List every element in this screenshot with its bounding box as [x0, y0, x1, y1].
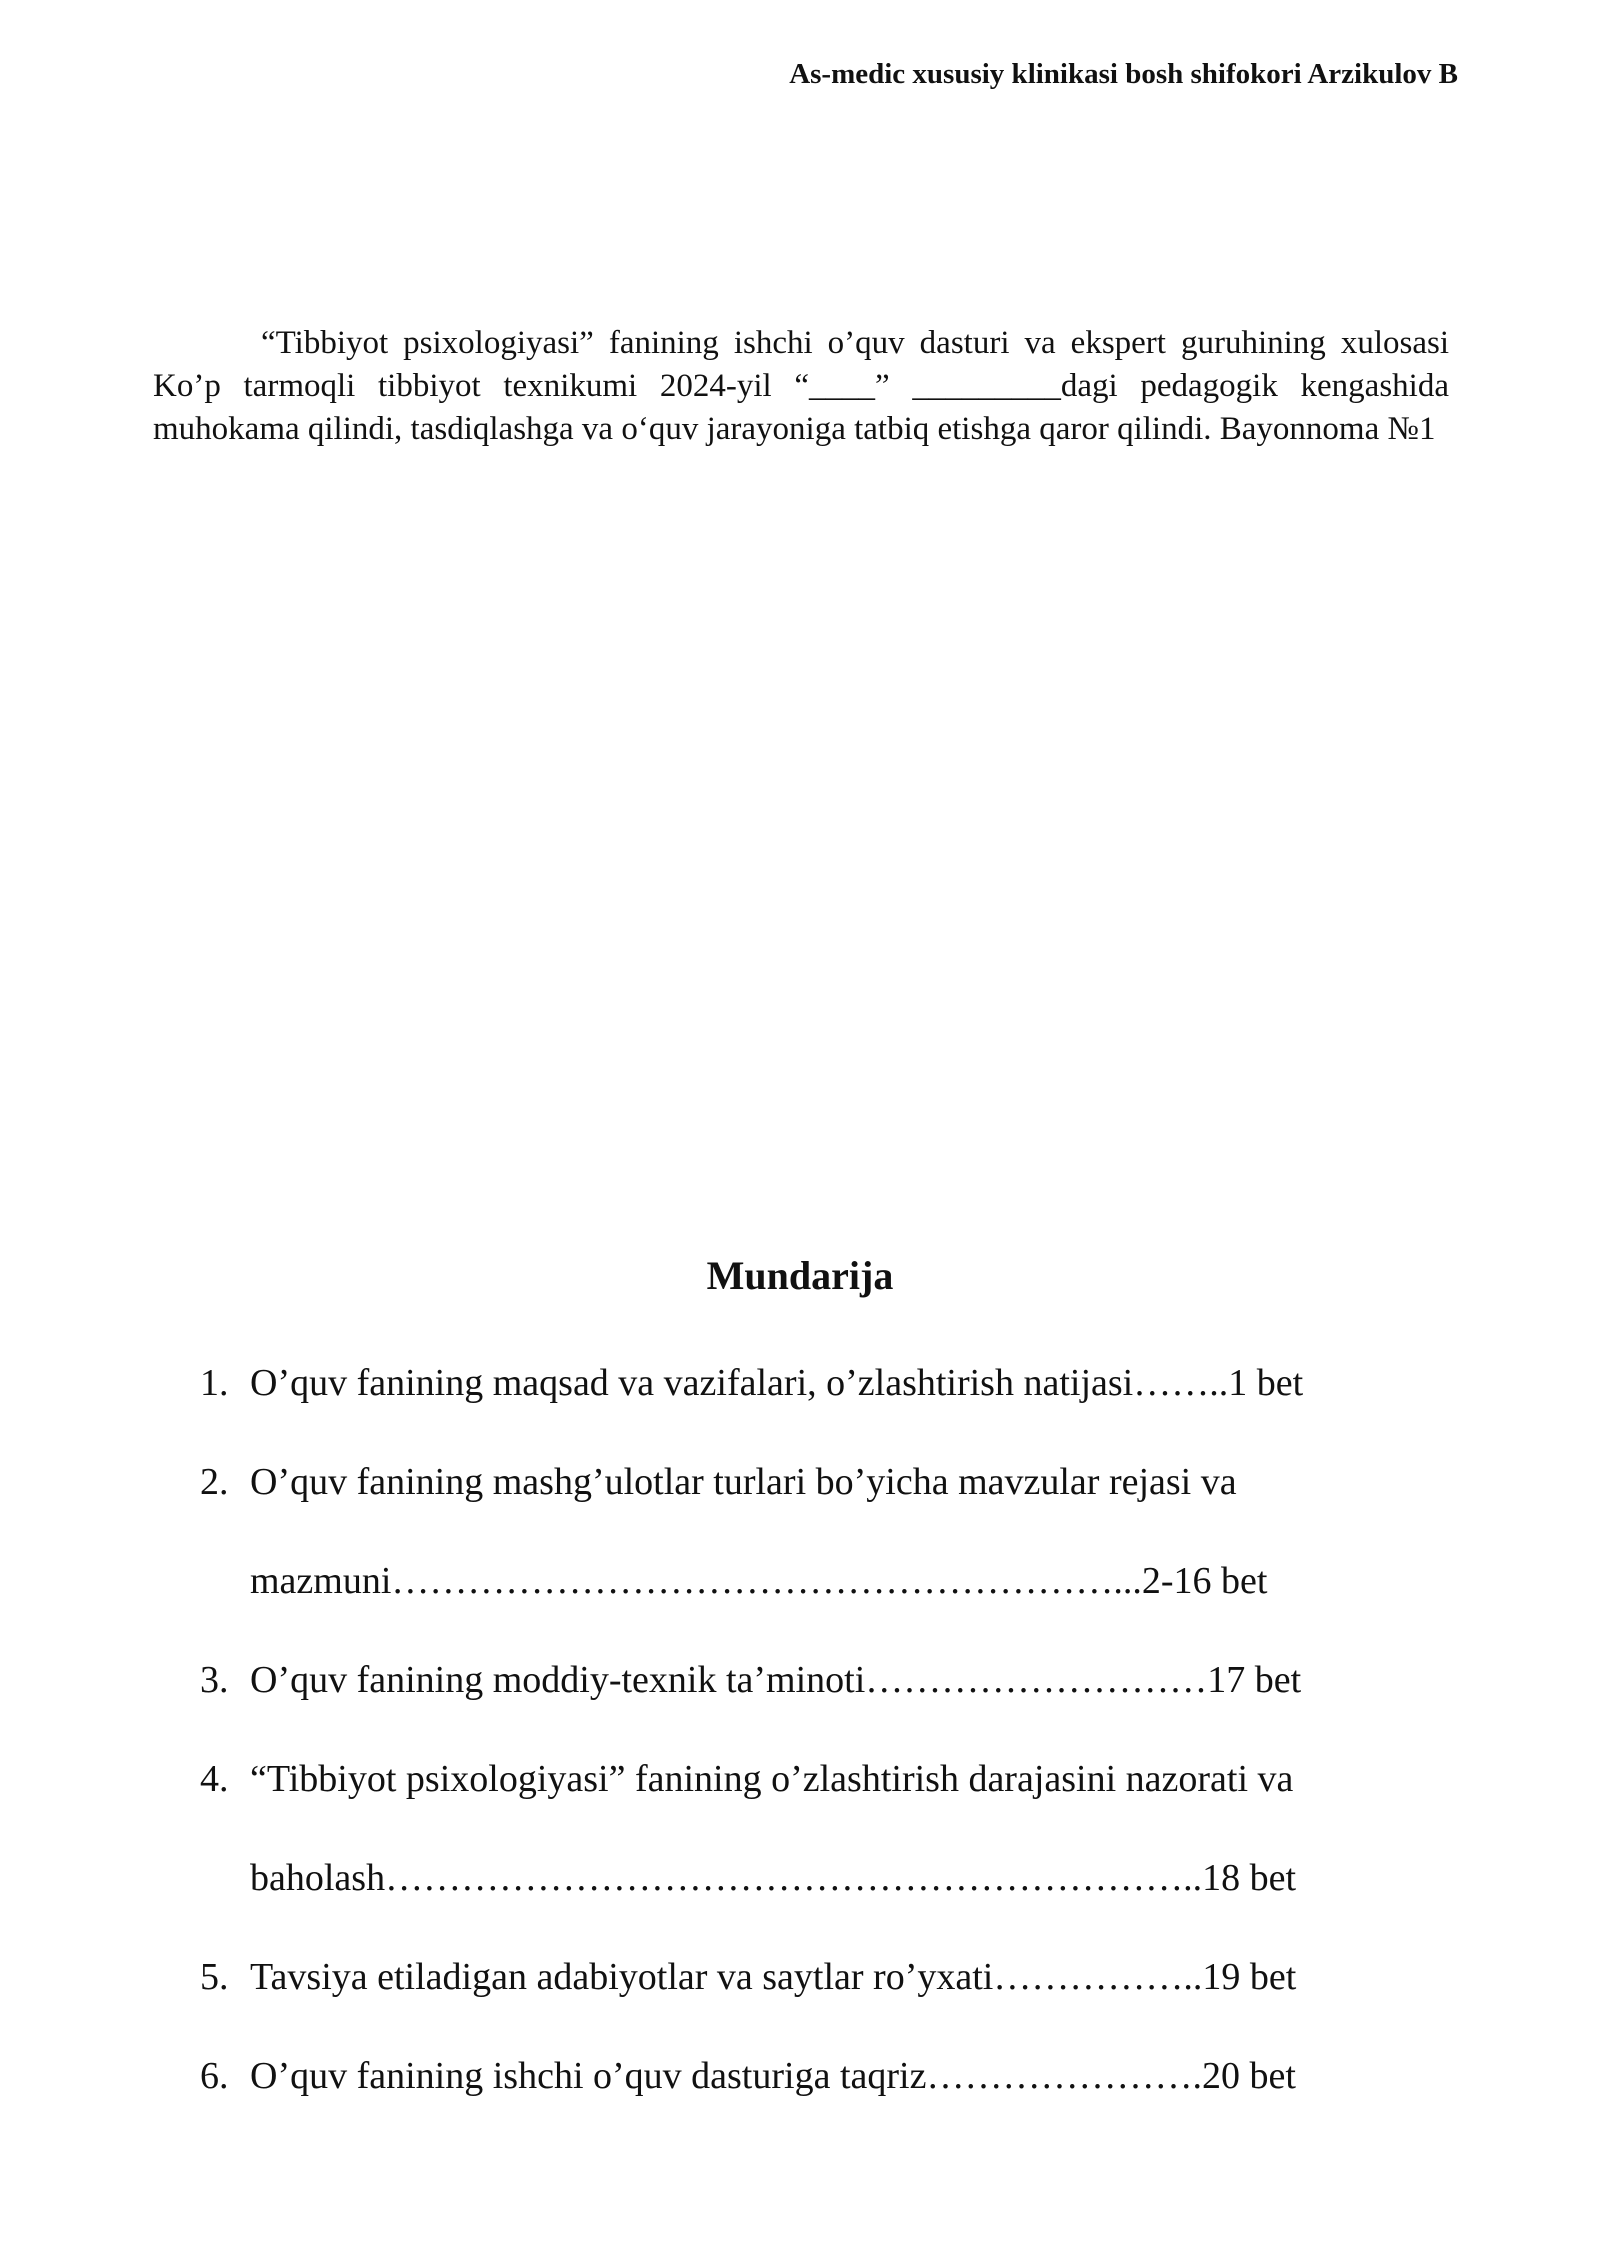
toc-item-number: 5.	[200, 1956, 229, 1998]
toc-item-text: O’quv fanining mashg’ulotlar turlari bo’yicha mavzular rejasi va	[250, 1461, 1237, 1503]
toc-item-text: O’quv fanining maqsad va vazifalari, o’zlashtirish natijasi……..1 bet	[250, 1362, 1304, 1404]
toc-title: Mundarija	[706, 1253, 894, 1298]
intro-paragraph: “Tibbiyot psixologiyasi” fanining ishchi o’quv dasturi va ekspert guruhining xulosasi Ko’p tarmoqli tibbiyot texnikumi 2024-yil “____” _________dagi pedagogik kengashida muhokama qilindi, tasdiqlashga va o‘quv jarayoniga tatbiq etishga qaror qilindi. Bayonnoma №1	[153, 325, 1449, 447]
header-text: As-medic xususiy klinikasi bosh shifokori Arzikulov B	[789, 58, 1458, 90]
toc-item-number: 1.	[200, 1362, 229, 1404]
toc-item-text: Tavsiya etiladigan adabiyotlar va saytlar ro’yxati……………..19 bet	[250, 1956, 1297, 1998]
toc-item-text-continuation: baholash………………………………………………………..18 bet	[250, 1857, 1297, 1899]
toc-item-number: 2.	[200, 1461, 229, 1503]
toc-item-text-continuation: mazmuni…………………………………………………...2-16 bet	[250, 1560, 1268, 1602]
toc-item-text: O’quv fanining ishchi o’quv dasturiga taqriz………………….20 bet	[250, 2055, 1296, 2097]
toc-item-text: O’quv fanining moddiy-texnik ta’minoti………………………17 bet	[250, 1659, 1302, 1701]
toc-item-number: 6.	[200, 2055, 229, 2097]
toc-item-number: 4.	[200, 1758, 229, 1800]
toc-item-number: 3.	[200, 1659, 229, 1701]
toc-item-text: “Tibbiyot psixologiyasi” fanining o’zlashtirish darajasini nazorati va	[250, 1758, 1294, 1800]
